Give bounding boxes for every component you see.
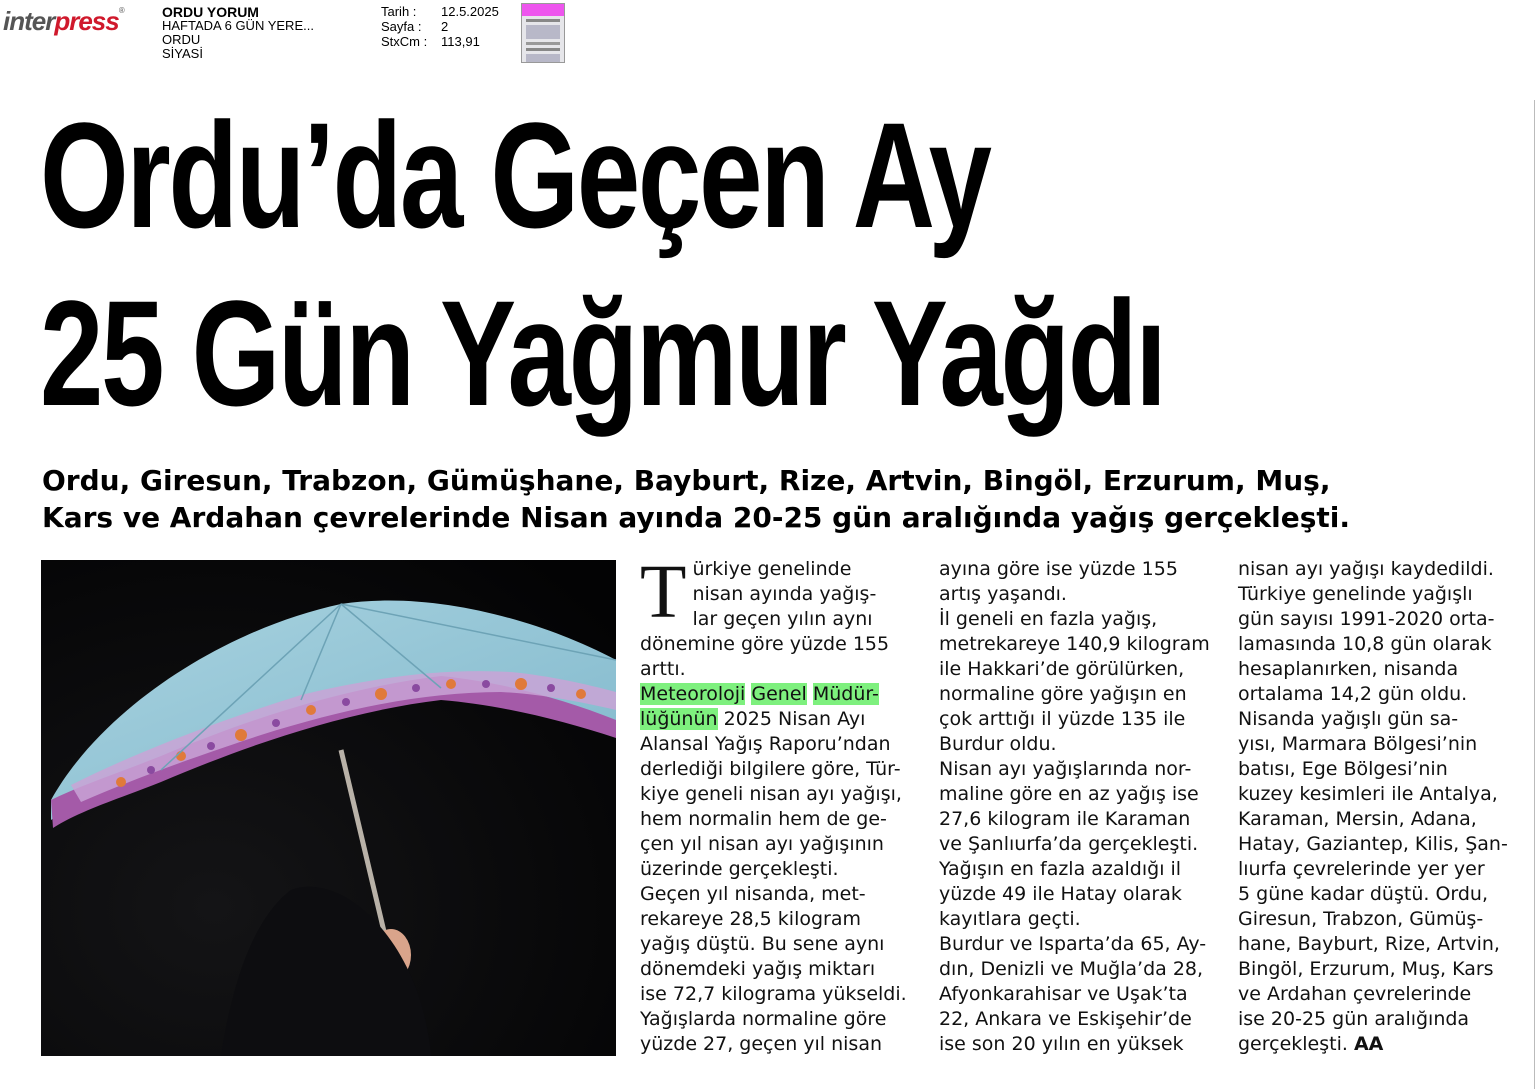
text-line: batısı, Ege Bölgesi’nin (1238, 758, 1448, 780)
text-line: lüğünün 2025 Nisan Ayı (640, 708, 866, 730)
highlight-term: lüğünün (640, 708, 718, 730)
drop-cap: T (640, 550, 687, 634)
source-info (162, 5, 314, 61)
text-line: Karaman, Mersin, Adana, (1238, 808, 1477, 830)
clipping-header (0, 0, 1538, 70)
article-column-2 (939, 557, 1229, 1057)
article-column-1 (640, 550, 930, 1057)
text-line: ve Ardahan çevrelerinde (1238, 983, 1472, 1005)
article-subheading (42, 462, 1512, 536)
text-line: 5 güne kadar düştü. Ordu, (1238, 883, 1489, 905)
text-line: kiye geneli nisan ayı yağışı, (640, 783, 902, 805)
text-line: maline göre en az yağış ise (939, 783, 1199, 805)
text-line: Burdur oldu. (939, 733, 1057, 755)
text-line: derlediği bilgilere göre, Tür- (640, 758, 901, 780)
subheading-line-1: Ordu, Giresun, Trabzon, Gümüşhane, Bayburt, Rize, Artvin, Bingöl, Erzurum, Muş, (42, 464, 1331, 497)
text-line: artış yaşandı. (939, 583, 1067, 605)
text-line: dönemine göre yüzde 155 (640, 633, 890, 655)
publication-frequency: HAFTADA 6 GÜN YERE... (162, 18, 314, 33)
text-line: 27,6 kilogram ile Karaman (939, 808, 1191, 830)
text-line: Hatay, Gaziantep, Kilis, Şan- (1238, 833, 1508, 855)
umbrella-illustration (41, 560, 616, 1056)
text-line: nisan ayında yağış- (692, 583, 877, 605)
text-line: Giresun, Trabzon, Gümüş- (1238, 908, 1484, 930)
text-line: lar geçen yılın aynı (692, 608, 873, 630)
text-line: Yağışın en fazla azaldığı il (939, 858, 1182, 880)
text-line: Geçen yıl nisanda, met- (640, 883, 866, 905)
subheading-line-2: Kars ve Ardahan çevrelerinde Nisan ayında 20-25 gün aralığında yağış gerçekleşti. (42, 501, 1350, 534)
text-line: ise 72,7 kilograma yükseldi. (640, 983, 907, 1005)
text-line: dın, Denizli ve Muğla’da 28, (939, 958, 1204, 980)
page-value: 2 (441, 19, 449, 34)
text-line: çen yıl nisan ayı yağışının (640, 833, 884, 855)
text-line: yağış düştü. Bu sene aynı (640, 933, 885, 955)
page-thumbnail[interactable] (521, 3, 565, 63)
article-column-3 (1238, 557, 1528, 1057)
text-line: İl geneli en fazla yağış, (939, 608, 1158, 630)
text-line: dönemdeki yağış miktarı (640, 958, 876, 980)
text-line: üzerinde gerçekleşti. (640, 858, 839, 880)
date-value: 12.5.2025 (441, 4, 499, 19)
text-line: ortalama 14,2 gün oldu. (1238, 683, 1468, 705)
headline-line-1: Ordu’da Geçen Ay (40, 91, 990, 259)
umbrella-photo (41, 560, 616, 1056)
text-line: kayıtlara geçti. (939, 908, 1081, 930)
publication-city: ORDU (162, 32, 201, 47)
text-line: Bingöl, Erzurum, Muş, Kars (1238, 958, 1494, 980)
text-line: normaline göre yağışın en (939, 683, 1187, 705)
text-line: çok arttığı il yüzde 135 ile (939, 708, 1186, 730)
text-line: kuzey kesimleri ile Antalya, (1238, 783, 1498, 805)
text-line: lıurfa çevrelerinde yer yer (1238, 858, 1485, 880)
page-edge-divider (1534, 100, 1535, 1089)
text-line: arttı. (640, 658, 686, 680)
clipping-meta (381, 4, 499, 49)
text-line: Burdur ve Isparta’da 65, Ay- (939, 933, 1207, 955)
text-line: yüzde 49 ile Hatay olarak (939, 883, 1182, 905)
text-line: Yağışlarda normaline göre (640, 1008, 887, 1030)
text-line: Alansal Yağış Raporu’ndan (640, 733, 891, 755)
text-line: hane, Bayburt, Rize, Artvin, (1238, 933, 1500, 955)
text-line: Türkiye genelinde yağışlı (1238, 583, 1473, 605)
agency-credit: AA (1353, 1033, 1384, 1055)
text-line: 22, Ankara ve Eskişehir’de (939, 1008, 1192, 1030)
text-line: hem normalin hem de ge- (640, 808, 887, 830)
text-line: Afyonkarahisar ve Uşak’ta (939, 983, 1188, 1005)
publication-category: SİYASİ (162, 46, 203, 61)
text-line: Nisan ayı yağışlarında nor- (939, 758, 1192, 780)
highlight-term: Meteoroloji (640, 683, 746, 705)
text-line: ürkiye genelinde (692, 558, 852, 580)
text-line: gerçekleşti. AA (1238, 1033, 1384, 1055)
interpress-logo: interpress® (3, 6, 124, 36)
stxcm-label: StxCm : (381, 34, 428, 49)
text-line: hesaplanırken, nisanda (1238, 658, 1459, 680)
text-line: lamasında 10,8 gün olarak (1238, 633, 1492, 655)
text-line: ayına göre ise yüzde 155 (939, 558, 1178, 580)
text-line: nisan ayı yağışı kaydedildi. (1238, 558, 1494, 580)
text-line: ile Hakkari’de görülürken, (939, 658, 1185, 680)
stxcm-value: 113,91 (441, 34, 480, 49)
publication-name: ORDU YORUM (162, 4, 259, 20)
date-label: Tarih : (381, 4, 417, 19)
text-line: yısı, Marmara Bölgesi’nin (1238, 733, 1478, 755)
text-line: ise 20-25 gün aralığında (1238, 1008, 1470, 1030)
page-label: Sayfa : (381, 19, 422, 34)
highlight-term: Müdür- (812, 683, 879, 705)
highlight-term: Genel (751, 683, 807, 705)
headline-line-2: 25 Gün Yağmur Yağdı (40, 269, 1165, 437)
text-line: gün sayısı 1991-2020 orta- (1238, 608, 1495, 630)
text-line: metrekareye 140,9 kilogram (939, 633, 1210, 655)
text-line (640, 682, 930, 707)
article-headline (40, 86, 1165, 442)
text-line: Nisanda yağışlı gün sa- (1238, 708, 1459, 730)
text-line: rekareye 28,5 kilogram (640, 908, 862, 930)
text-line: ise son 20 yılın en yüksek (939, 1033, 1184, 1055)
text-line: yüzde 27, geçen yıl nisan (640, 1033, 883, 1055)
text-line: ve Şanlıurfa’da gerçekleşti. (939, 833, 1199, 855)
